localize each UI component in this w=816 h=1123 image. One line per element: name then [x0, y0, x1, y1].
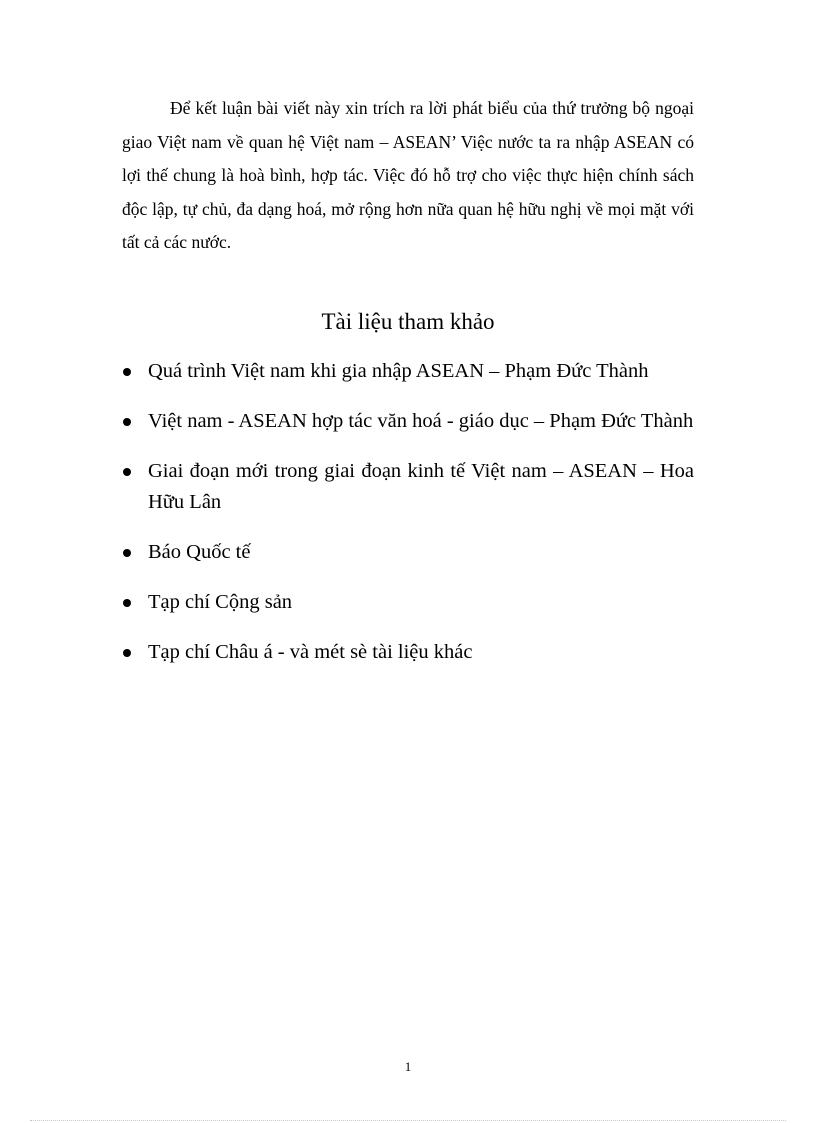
reference-text: Quá trình Việt nam khi gia nhập ASEAN – Phạm Đức Thành	[148, 360, 649, 382]
reference-item	[122, 587, 694, 618]
page-number: 1	[404, 1059, 412, 1074]
bullet-icon	[123, 599, 131, 607]
reference-text: Tạp chí Cộng sản	[148, 591, 293, 613]
reference-item	[122, 537, 694, 568]
reference-text: Giai đoạn mới trong giai đoạn kinh tế Việt nam – ASEAN – Hoa Hữu Lân	[148, 460, 694, 513]
reference-item	[122, 356, 694, 387]
bullet-icon	[123, 418, 131, 426]
references-heading: Tài liệu tham khảo	[321, 309, 495, 334]
conclusion-paragraph: Để kết luận bài viết này xin trích ra lời phát biểu của thứ trưởng bộ ngoại giao Việt nam về quan hệ Việt nam – ASEAN’ Việc nước ta ra nhập ASEAN có lợi thế chung là hoà bình, hợp tác. Việc đó hỗ trợ cho việc thực hiện chính sách độc lập, tự chủ, đa dạng hoá, mở rộng hơn nữa quan hệ hữu nghị về mọi mặt với tất cả các nước.	[122, 98, 694, 253]
reference-text: Tạp chí Châu á - và mét sè tài liệu khác	[148, 641, 473, 663]
bullet-icon	[123, 468, 131, 476]
reference-text: Báo Quốc tế	[148, 541, 251, 563]
reference-item	[122, 637, 694, 668]
reference-item	[122, 456, 694, 518]
references-list	[122, 356, 694, 687]
bullet-icon	[123, 549, 131, 557]
bullet-icon	[123, 368, 131, 376]
reference-text: Việt nam - ASEAN hợp tác văn hoá - giáo dục – Phạm Đức Thành	[148, 410, 694, 432]
page-divider	[30, 1120, 786, 1121]
reference-item	[122, 406, 694, 437]
bullet-icon	[123, 649, 131, 657]
